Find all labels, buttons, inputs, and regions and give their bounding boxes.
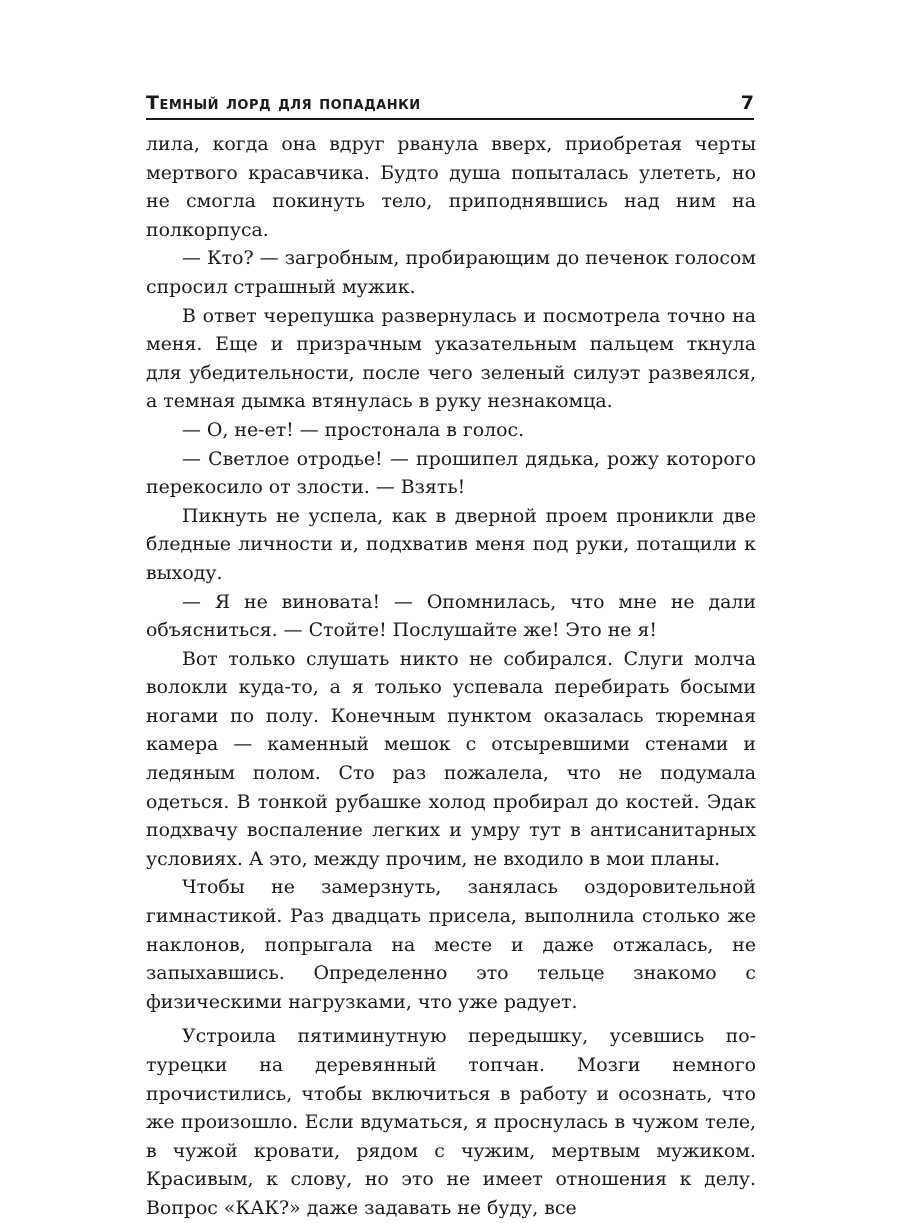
paragraph: Вот только слушать никто не собирался. Слуги молча волокли куда-то, а я только успевала перебирать босыми ногами по полу. Конечным пунктом оказалась тюремная камера — каменный мешок с отсыревшими стенами и ледяным полом. Сто раз пожалела, что не подумала одеться. В тонкой рубашке холод пробирал до костей. Эдак подхвачу воспаление легких и умру тут в антисанитарных условиях. А это, между прочим, не входило в мои планы. bbox=[146, 647, 756, 870]
page-number: 7 bbox=[740, 92, 754, 114]
paragraph: — Я не виновата! — Опомнилась, что мне не дали объясниться. — Стойте! Послушайте же! Это не я! bbox=[146, 590, 756, 642]
running-head bbox=[146, 84, 754, 120]
text-body bbox=[146, 130, 756, 1223]
paragraph: лила, когда она вдруг рванула вверх, приобретая черты мертвого красавчика. Будто душа попыталась улететь, но не смогла покинуть тело, приподнявшись над ним на полкорпуса. bbox=[146, 133, 756, 241]
paragraph: — О, не-ет! — простонала в голос. bbox=[182, 418, 525, 441]
paragraph: — Кто? — загробным, пробирающим до печенок голосом спросил страшный мужик. bbox=[146, 247, 756, 298]
paragraph: Устроила пятиминутную передышку, усевшись по-турецки на деревянный топчан. Мозги немного прочистились, чтобы включиться в работу и осознать, что же произошло. Если вдуматься, я проснулась в чужом теле, в чужой кровати, рядом с чужим, мертвым мужиком. Красивым, к слову, но это не имеет отношения к делу. Вопрос «КАК?» даже задавать не буду, все bbox=[146, 1025, 756, 1219]
paragraph: В ответ черепушка развернулась и посмотрела точно на меня. Еще и призрачным указательным пальцем ткнула для убедительности, после чего зеленый силуэт развеялся, а темная дымка втянулась в руку незнакомца. bbox=[146, 304, 756, 413]
paragraph: — Светлое отродье! — прошипел дядька, рожу которого перекосило от злости. — Взять! bbox=[146, 447, 756, 499]
paragraph: Чтобы не замерзнуть, занялась оздоровительной гимнастикой. Раз двадцать присела, выполнила столько же наклонов, попрыгала на месте и даже отжалась, не запыхавшись. Определенно это тельце знакомо с физическими нагрузками, что уже радует. bbox=[146, 876, 756, 1013]
book-title: Темный лорд для попаданки bbox=[146, 92, 421, 114]
paragraph: Пикнуть не успела, как в дверной проем проникли две бледные личности и, подхватив меня под руки, потащили к выходу. bbox=[146, 504, 756, 584]
